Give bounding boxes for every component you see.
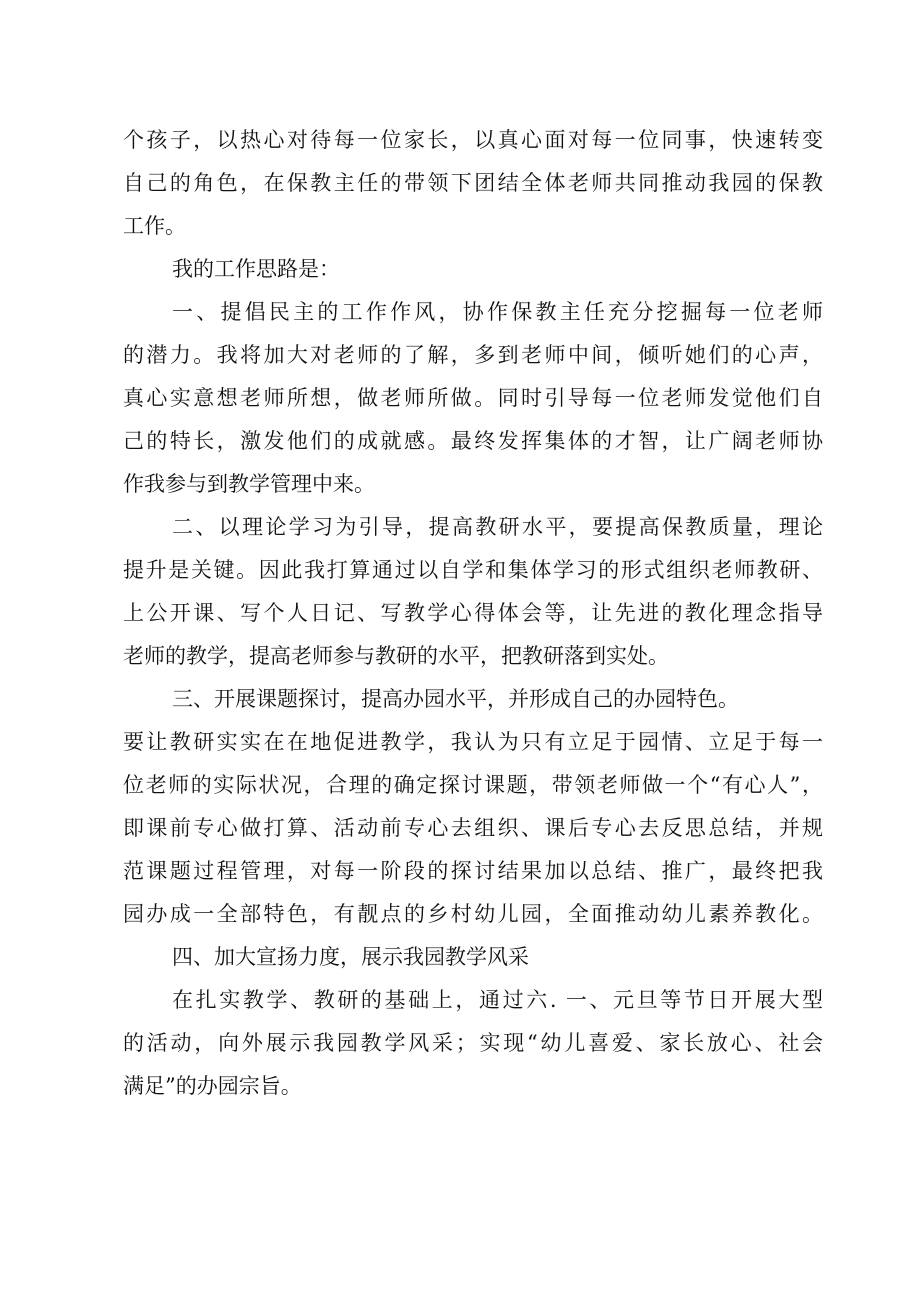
section-heading-2: 二、以理论学习为引导，提高教研水平，要提高保教质量，理论 xyxy=(172,515,823,539)
paragraph-line: 己的特长，激发他们的成就感。最终发挥集体的才智，让广阔老师协 xyxy=(123,429,823,453)
paragraph-line: 个孩子，以热心对待每一位家长，以真心面对每一位同事，快速转变 xyxy=(123,128,823,152)
paragraph-line: 工作。 xyxy=(123,214,186,238)
paragraph-line: 即课前专心做打算、活动前专心去组织、课后专心去反思总结，并规 xyxy=(123,816,823,840)
section-heading-4: 四、加大宣扬力度，展示我园教学风采 xyxy=(172,945,529,969)
paragraph-line: 位老师的实际状况，合理的确定探讨课题，带领老师做一个“有心人”， xyxy=(123,773,823,797)
paragraph-line: 真心实意想老师所想，做老师所做。同时引导每一位老师发觉他们自 xyxy=(123,386,823,410)
paragraph-line: 园办成一全部特色，有靓点的乡村幼儿园，全面推动幼儿素养教化。 xyxy=(123,902,823,926)
section-heading-1: 一、提倡民主的工作作风，协作保教主任充分挖掘每一位老师 xyxy=(172,300,823,324)
paragraph-line: 的活动，向外展示我园教学风采；实现“幼儿喜爱、家长放心、社会 xyxy=(123,1031,823,1055)
section-intro: 我的工作思路是： xyxy=(172,257,340,281)
paragraph-line: 范课题过程管理，对每一阶段的探讨结果加以总结、推广，最终把我 xyxy=(123,859,823,883)
paragraph-line: 的潜力。我将加大对老师的了解，多到老师中间，倾听她们的心声， xyxy=(123,343,823,367)
paragraph-line: 自己的角色，在保教主任的带领下团结全体老师共同推动我园的保教 xyxy=(123,171,823,195)
paragraph-line: 上公开课、写个人日记、写教学心得体会等，让先进的教化理念指导 xyxy=(123,601,823,625)
paragraph-line: 提升是关键。因此我打算通过以自学和集体学习的形式组织老师教研、 xyxy=(123,558,823,582)
paragraph-line: 作我参与到教学管理中来。 xyxy=(123,472,375,496)
paragraph-line: 老师的教学，提高老师参与教研的水平，把教研落到实处。 xyxy=(123,644,669,668)
paragraph-line: 要让教研实实在在地促进教学，我认为只有立足于园情、立足于每一 xyxy=(123,730,823,754)
section-heading-3: 三、开展课题探讨，提高办园水平，并形成自己的办园特色。 xyxy=(172,687,739,711)
paragraph-line: 在扎实教学、教研的基础上，通过六. 一、元旦等节日开展大型 xyxy=(172,988,823,1012)
paragraph-line: 满足”的办园宗旨。 xyxy=(123,1074,302,1098)
